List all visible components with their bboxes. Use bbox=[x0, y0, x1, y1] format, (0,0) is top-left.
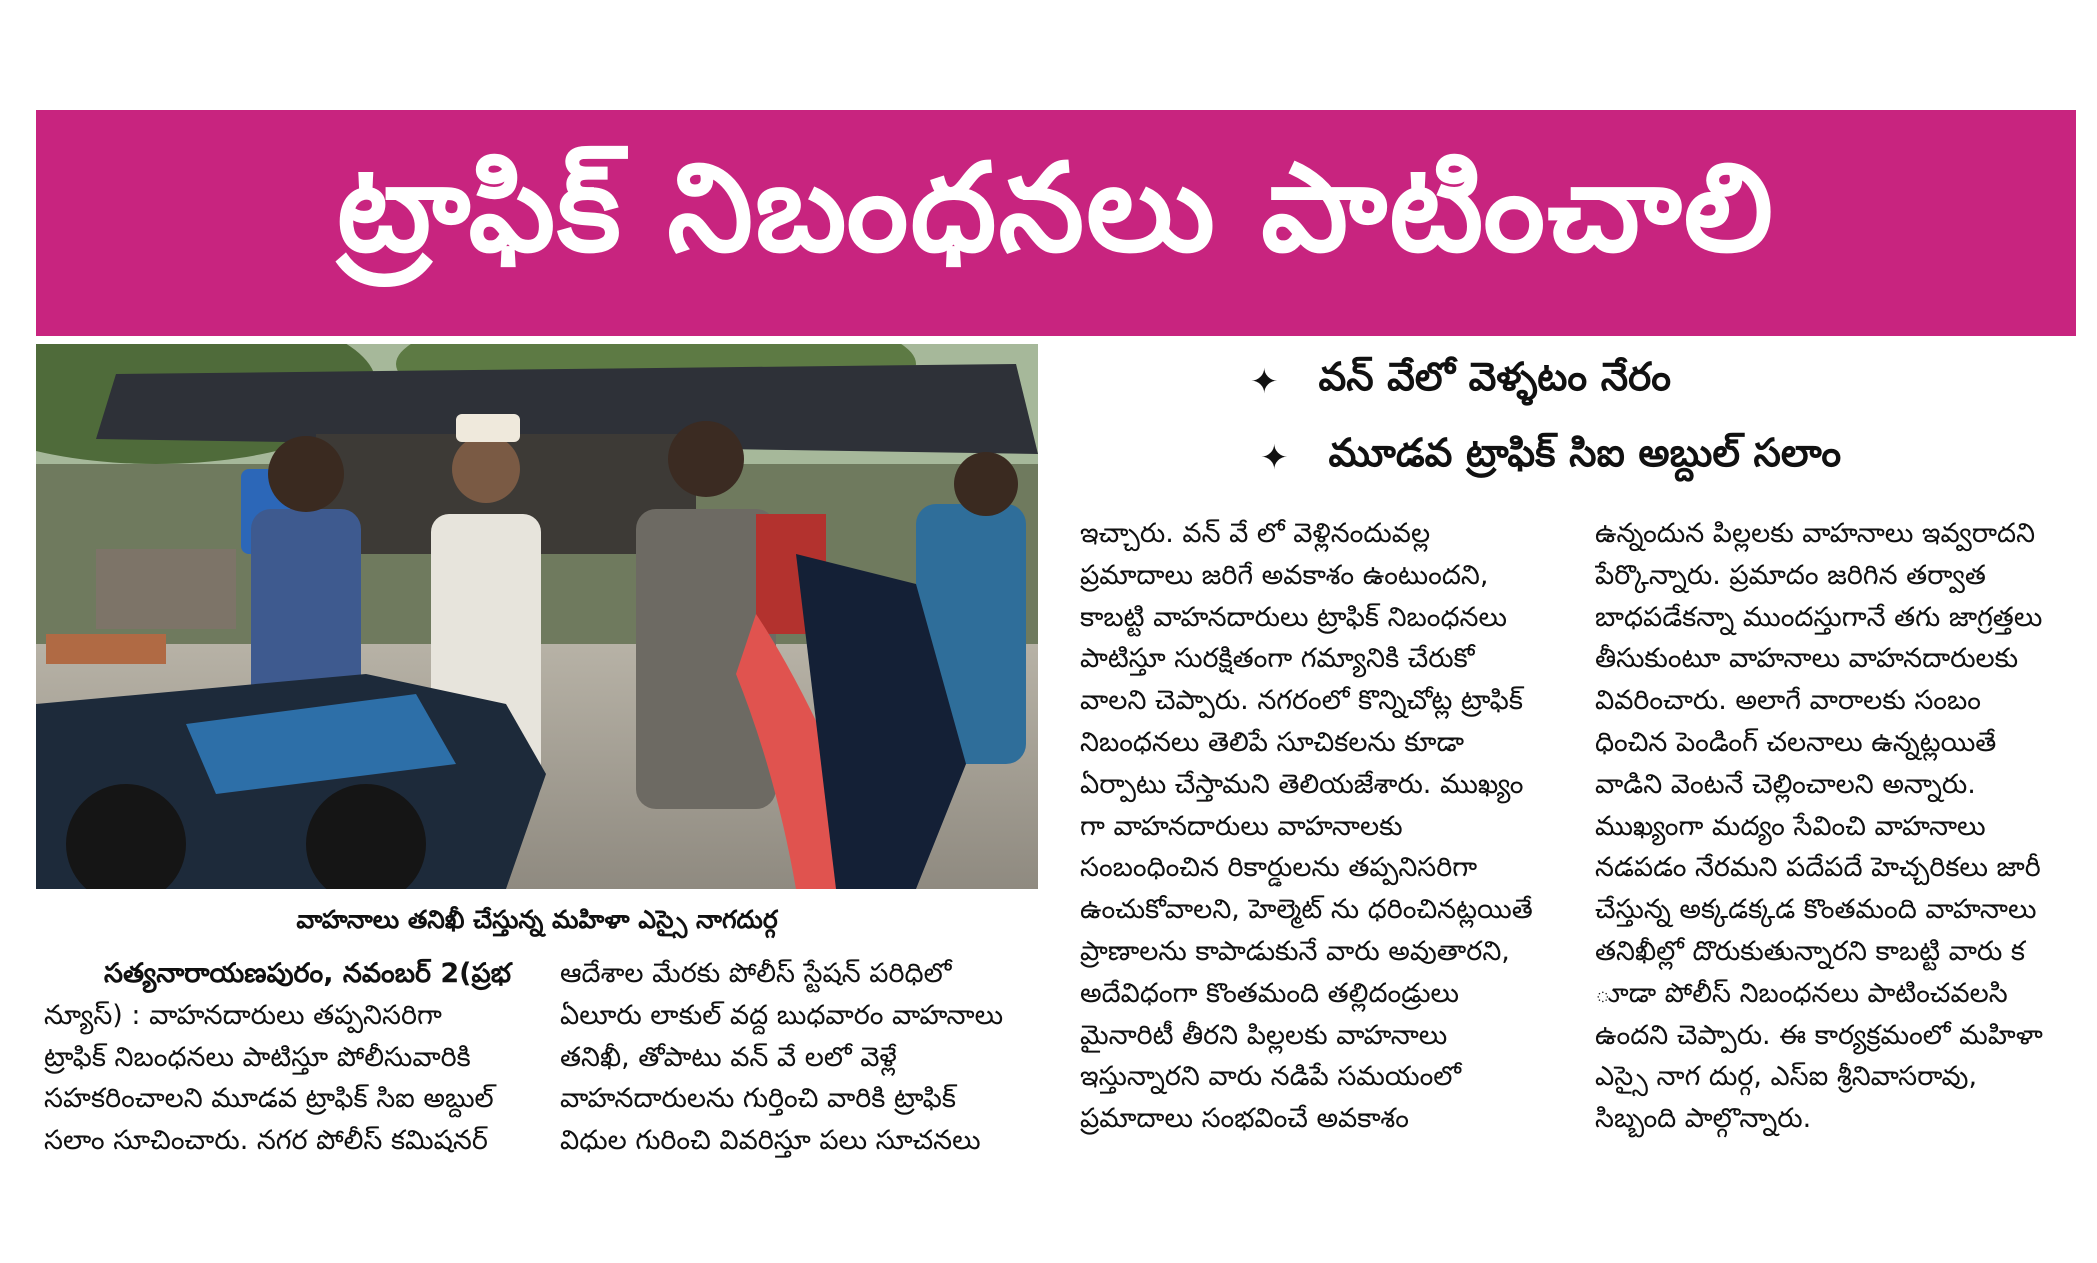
article-line: నిబంధనలు తెలిపే సూచికలను కూడా bbox=[1080, 726, 1465, 758]
highlight-1 bbox=[1250, 352, 2050, 412]
article-line: సహకరించాలని మూడవ ట్రాఫిక్ సిఐ అబ్దుల్ bbox=[44, 1083, 494, 1115]
article-line: అదేవిధంగా కొంతమంది తల్లిదండ్రులు bbox=[1080, 977, 1460, 1009]
article-line: గా వాహనదారులు వాహనాలకు bbox=[1080, 810, 1403, 842]
article-line: వివరించారు. అలాగే వారాలకు సంబం bbox=[1595, 685, 1981, 717]
article-line: వాహనదారులను గుర్తించి వారికి ట్రాఫిక్ bbox=[560, 1083, 956, 1115]
article-line: ఉంచుకోవాలని, హెల్మెట్ ను ధరించినట్లయితే bbox=[1080, 894, 1533, 926]
article-line: ఇస్తున్నారని వారు నడిపే సమయంలో bbox=[1080, 1061, 1462, 1093]
article-line: పాటిస్తూ సురక్షితంగా గమ్యానికి చేరుకో bbox=[1080, 643, 1475, 675]
news-photo bbox=[36, 344, 1038, 889]
article-column-2 bbox=[560, 953, 1030, 1162]
article-line: తనిఖీ, తోపాటు వన్ వే లలో వెళ్లే bbox=[560, 1041, 897, 1073]
highlight-2-text: మూడవ ట్రాఫిక్ సిఐ అబ్దుల్ సలాం bbox=[1328, 431, 1842, 476]
photo-caption: వాహనాలు తనిఖీ చేస్తున్న మహిళా ఎస్సై నాగదుర్గ bbox=[296, 905, 778, 934]
article-line: సలాం సూచించారు. నగర పోలీస్ కమిషనర్ bbox=[44, 1125, 488, 1157]
article-line: ప్రమాదాలు సంభవించే అవకాశం bbox=[1080, 1103, 1409, 1135]
article-line: సిబ్బంది పాల్గొన్నారు. bbox=[1595, 1103, 1812, 1135]
article-line: విధుల గురించి వివరిస్తూ పలు సూచనలు bbox=[560, 1125, 981, 1157]
article-column-4 bbox=[1595, 513, 2065, 1140]
four-point-star-icon: ✦ bbox=[1250, 362, 1279, 402]
article-line: ఇచ్చారు. వన్ వే లో వెళ్లినందువల్ల bbox=[1080, 518, 1431, 549]
article-line: ఆదేశాల మేరకు పోలీస్ స్టేషన్ పరిధిలో bbox=[560, 958, 952, 989]
article-line: ఏలూరు లాకుల్ వద్ద బుధవారం వాహనాలు bbox=[560, 999, 1004, 1031]
article-line: వాలని చెప్పారు. నగరంలో కొన్నిచోట్ల ట్రాఫిక్ bbox=[1080, 685, 1523, 717]
headline-banner bbox=[36, 110, 2076, 336]
article-line: ప్రాణాలను కాపాడుకునే వారు అవుతారని, bbox=[1080, 935, 1510, 967]
article-line: ఉందని చెప్పారు. ఈ కార్యక్రమంలో మహిళా bbox=[1595, 1019, 2043, 1051]
article-line: ఉన్నందున పిల్లలకు వాహనాలు ఇవ్వరాదని bbox=[1595, 518, 2036, 549]
article-line: బాధపడేకన్నా ముందస్తుగానే తగు జాగ్రత్తలు bbox=[1595, 601, 2043, 633]
highlight-1-text: వన్ వేలో వెళ్ళటం నేరం bbox=[1318, 355, 1672, 400]
article-line: ముఖ్యంగా మద్యం సేవించి వాహనాలు bbox=[1595, 810, 1986, 842]
dateline: సత్యనారాయణపురం, నవంబర్ 2(ప్రభ bbox=[104, 958, 511, 989]
article-line: కాబట్టి వాహనదారులు ట్రాఫిక్ నిబంధనలు bbox=[1080, 601, 1507, 633]
article-line: ట్రాఫిక్ నిబంధనలు పాటిస్తూ పోలీసువారికి bbox=[44, 1041, 471, 1073]
article-column-3 bbox=[1080, 513, 1550, 1140]
headline: ట్రాఫిక్ నిబంధనలు పాటించాలి bbox=[336, 137, 1776, 279]
article-line: ఏర్పాటు చేస్తామని తెలియజేశారు. ముఖ్యం bbox=[1080, 768, 1524, 800]
article-line: వాడిని వెంటనే చెల్లించాలని అన్నారు. bbox=[1595, 768, 1976, 800]
article-line: పేర్కొన్నారు. ప్రమాదం జరిగిన తర్వాత bbox=[1595, 559, 1986, 591]
article-line: నడపడం నేరమని పదేపదే హెచ్చరికలు జారీ bbox=[1595, 852, 2041, 884]
article-line: ూడా పోలీస్ నిబంధనలు పాటించవలసి bbox=[1595, 977, 2008, 1009]
article-line: తనిఖీల్లో దొరుకుతున్నారని కాబట్టి వారు క bbox=[1595, 935, 2025, 967]
article-column-1 bbox=[44, 953, 514, 1162]
article-line: ప్రమాదాలు జరిగే అవకాశం ఉంటుందని, bbox=[1080, 559, 1489, 591]
article-line: ఎస్సై నాగ దుర్గ, ఎస్ఐ శ్రీనివాసరావు, bbox=[1595, 1061, 1978, 1093]
article-line: ధించిన పెండింగ్ చలనాలు ఉన్నట్లయితే bbox=[1595, 726, 1997, 758]
article-line: సంబంధించిన రికార్డులను తప్పనిసరిగా bbox=[1080, 852, 1478, 884]
highlight-2 bbox=[1260, 428, 2060, 488]
four-point-star-icon: ✦ bbox=[1260, 438, 1289, 478]
photo-illustration bbox=[36, 344, 1038, 889]
article-line: తీసుకుంటూ వాహనాలు వాహనదారులకు bbox=[1595, 643, 2019, 675]
article-line: మైనారిటీ తీరని పిల్లలకు వాహనాలు bbox=[1080, 1019, 1448, 1051]
article-line: న్యూస్) : వాహనదారులు తప్పనిసరిగా bbox=[44, 999, 442, 1031]
article-line: చేస్తున్న అక్కడక్కడ కొంతమంది వాహనాలు bbox=[1595, 894, 2037, 926]
